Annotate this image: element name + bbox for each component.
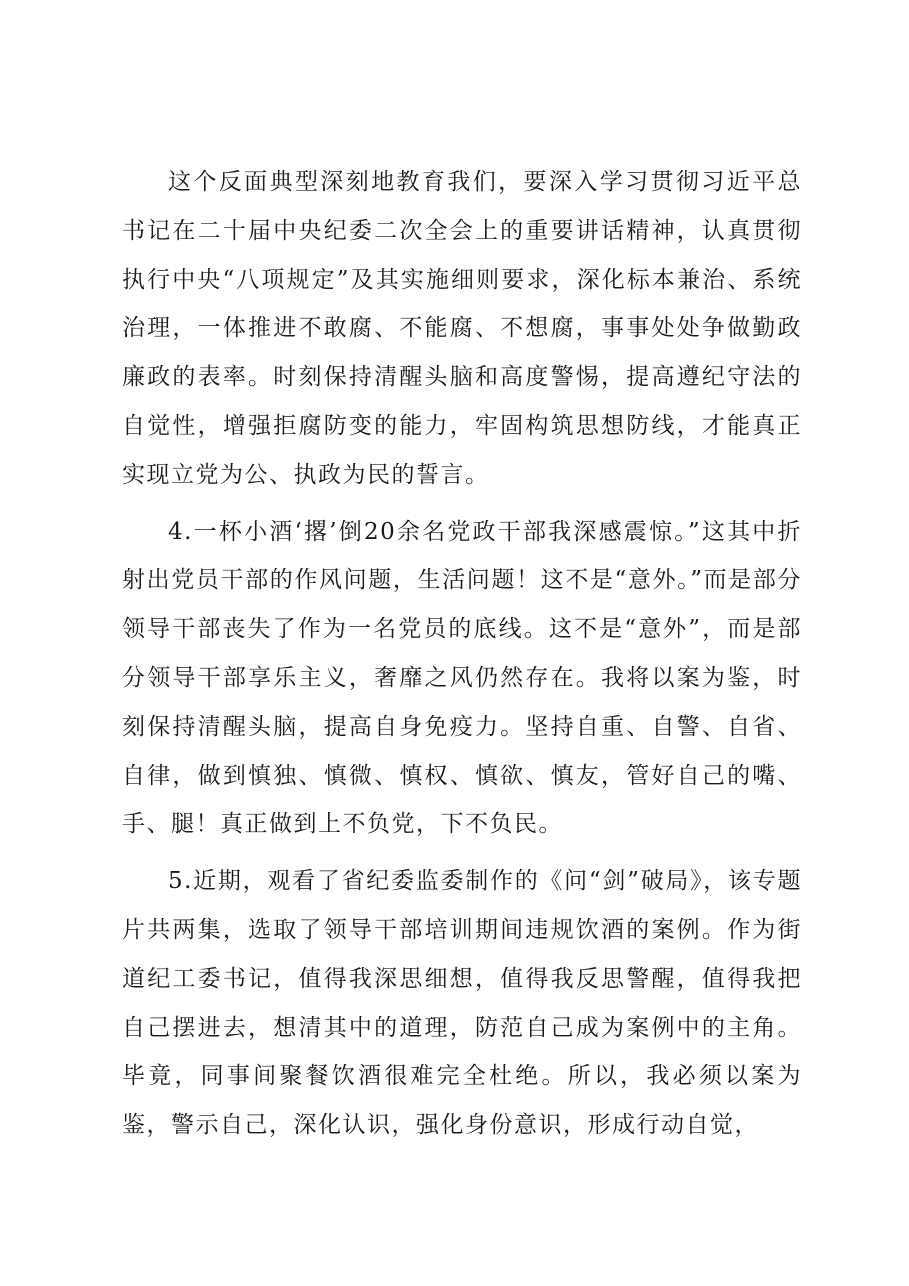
paragraph-item-4: 4.一杯小酒‘撂’倒20余名党政干部我深感震惊。”这其中折射出党员干部的作风问题，生活问题！这不是“意外。”而是部分领导干部丧失了作为一名党员的底线。这不是“意外”，而是部分领导干部享乐主义，奢靡之风仍然存在。我将以案为鉴，时刻保持清醒头脑，提高自身免疫力。坚持自重、自警、自省、自律，做到慎独、慎微、慎权、慎欲、慎友，管好自己的嘴、手、腿！真正做到上不负党，下不负民。 (122, 518, 802, 838)
paragraph-item-5: 5.近期，观看了省纪委监委制作的《问“剑”破局》，该专题片共两集，选取了领导干部培训期间违规饮酒的案例。作为街道纪工委书记，值得我深思细想，值得我反思警醒，值得我把自己摆进去，想清其中的道理，防范自己成为案例中的主角。毕竟，同事间聚餐饮酒很难完全杜绝。所以，我必须以案为鉴，警示自己，深化认识，强化身份意识，形成行动自觉， (122, 868, 802, 1139)
document-body (122, 158, 802, 1150)
paragraph-lesson-summary: 这个反面典型深刻地教育我们，要深入学习贯彻习近平总书记在二十届中央纪委二次全会上的重要讲话精神，认真贯彻执行中央“八项规定”及其实施细则要求，深化标本兼治、系统治理，一体推进不敢腐、不能腐、不想腐，事事处处争做勤政廉政的表率。时刻保持清醒头脑和高度警惕，提高遵纪守法的自觉性，增强拒腐防变的能力，牢固构筑思想防线，才能真正实现立党为公、执政为民的誓言。 (122, 169, 802, 488)
